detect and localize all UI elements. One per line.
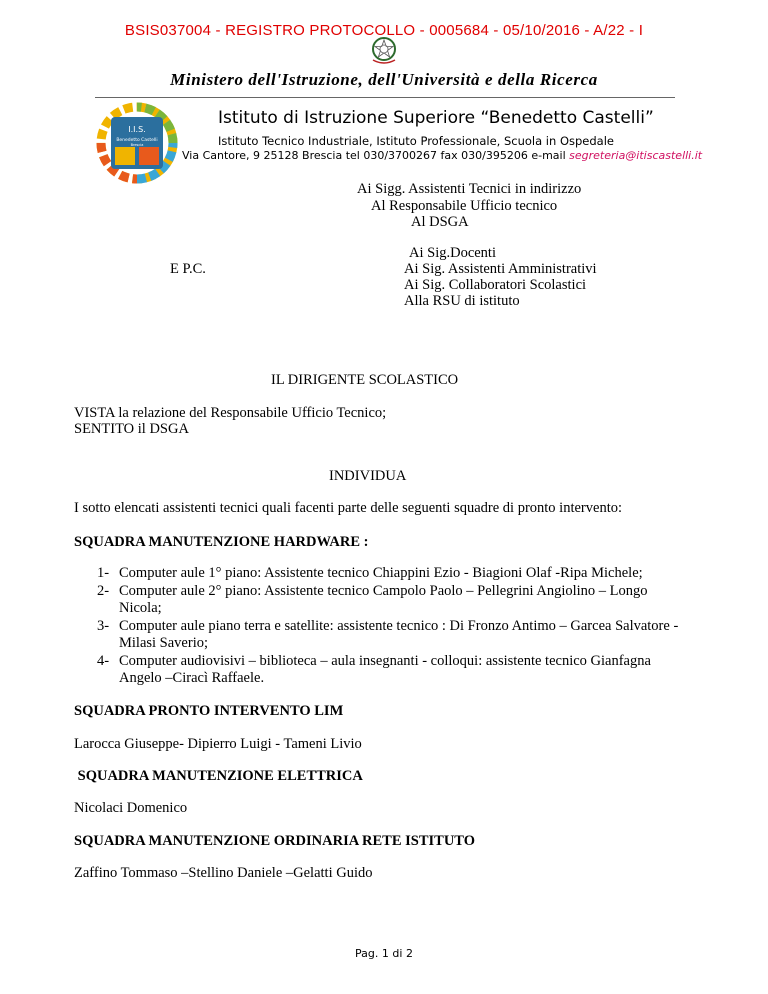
- epc-label: E P.C.: [170, 261, 206, 277]
- page-footer: Pag. 1 di 2: [355, 947, 413, 960]
- logo-line3: Brescia: [130, 143, 144, 147]
- vista-line: VISTA la relazione del Responsabile Ufficio Tecnico;: [74, 405, 387, 421]
- hardware-squad-list: [74, 565, 684, 688]
- list-item: 4- Computer audiovisivi – biblioteca – aula insegnanti - colloqui: assistente tecnico Gianfagna Angelo –Ciracì Raffaele.: [97, 652, 651, 686]
- recipient-line-3: Al DSGA: [411, 214, 469, 230]
- ministry-header: Ministero dell'Istruzione, dell'Università e della Ricerca: [170, 70, 598, 89]
- institute-email-link[interactable]: segreteria@itiscastelli.it: [569, 149, 703, 162]
- institute-subtitle: Istituto Tecnico Industriale, Istituto Professionale, Scuola in Ospedale: [218, 134, 614, 148]
- logo-line2: Benedetto Castelli: [116, 138, 158, 143]
- address-text: Via Cantore, 9 25128 Brescia tel 030/3700267 fax 030/395206 e-mail: [182, 149, 570, 162]
- page-total: 2: [405, 947, 413, 960]
- rete-squad-members: Zaffino Tommaso –Stellino Daniele –Gelatti Guido: [74, 865, 373, 881]
- lim-squad-members: Larocca Giuseppe- Dipierro Luigi - Tameni Livio: [74, 736, 362, 752]
- elettrica-squad-title: SQUADRA MANUTENZIONE ELETTRICA: [74, 768, 363, 784]
- intro-paragraph: I sotto elencati assistenti tecnici quali facenti parte delle seguenti squadre di pronto intervento:: [74, 500, 622, 516]
- individua-heading: INDIVIDUA: [329, 468, 407, 484]
- header-divider: [95, 97, 675, 98]
- document-heading: IL DIRIGENTE SCOLASTICO: [271, 372, 459, 388]
- rete-squad-title: SQUADRA MANUTENZIONE ORDINARIA RETE ISTITUTO: [74, 833, 475, 849]
- lim-squad-title: SQUADRA PRONTO INTERVENTO LIM: [74, 703, 344, 719]
- school-logo-icon: [92, 98, 182, 188]
- recipient-line-2: Al Responsabile Ufficio tecnico: [371, 198, 558, 214]
- hardware-squad-title: SQUADRA MANUTENZIONE HARDWARE :: [74, 534, 369, 550]
- epc-line-4: Alla RSU di istituto: [404, 293, 520, 309]
- list-item: 3- Computer aule piano terra e satellite: assistente tecnico : Di Fronzo Antimo – Garcea Salvatore - Milasi Saverio;: [97, 617, 679, 651]
- list-item: 2- Computer aule 2° piano: Assistente tecnico Campolo Paolo – Pellegrini Angiolino – Longo Nicola;: [97, 582, 648, 616]
- institute-address: [182, 149, 702, 162]
- elettrica-squad-members: Nicolaci Domenico: [74, 800, 188, 816]
- epc-line-1: Ai Sig.Docenti: [409, 245, 496, 261]
- italian-republic-emblem-icon: [370, 34, 398, 66]
- epc-line-3: Ai Sig. Collaboratori Scolastici: [404, 277, 587, 293]
- sentito-line: SENTITO il DSGA: [74, 421, 189, 437]
- page-number: 1: [381, 947, 389, 960]
- institute-name: Istituto di Istruzione Superiore “Benedetto Castelli”: [218, 108, 654, 128]
- protocol-stamp: BSIS037004 - REGISTRO PROTOCOLLO - 0005684 - 05/10/2016 - A/22 - I: [124, 22, 644, 39]
- epc-line-2: Ai Sig. Assistenti Amministrativi: [404, 261, 597, 277]
- logo-line1: I.I.S.: [128, 125, 146, 134]
- recipient-line-1: Ai Sigg. Assistenti Tecnici in indirizzo: [357, 181, 582, 197]
- list-item: 1- Computer aule 1° piano: Assistente tecnico Chiappini Ezio - Biagioni Olaf -Ripa Michele;: [97, 565, 643, 581]
